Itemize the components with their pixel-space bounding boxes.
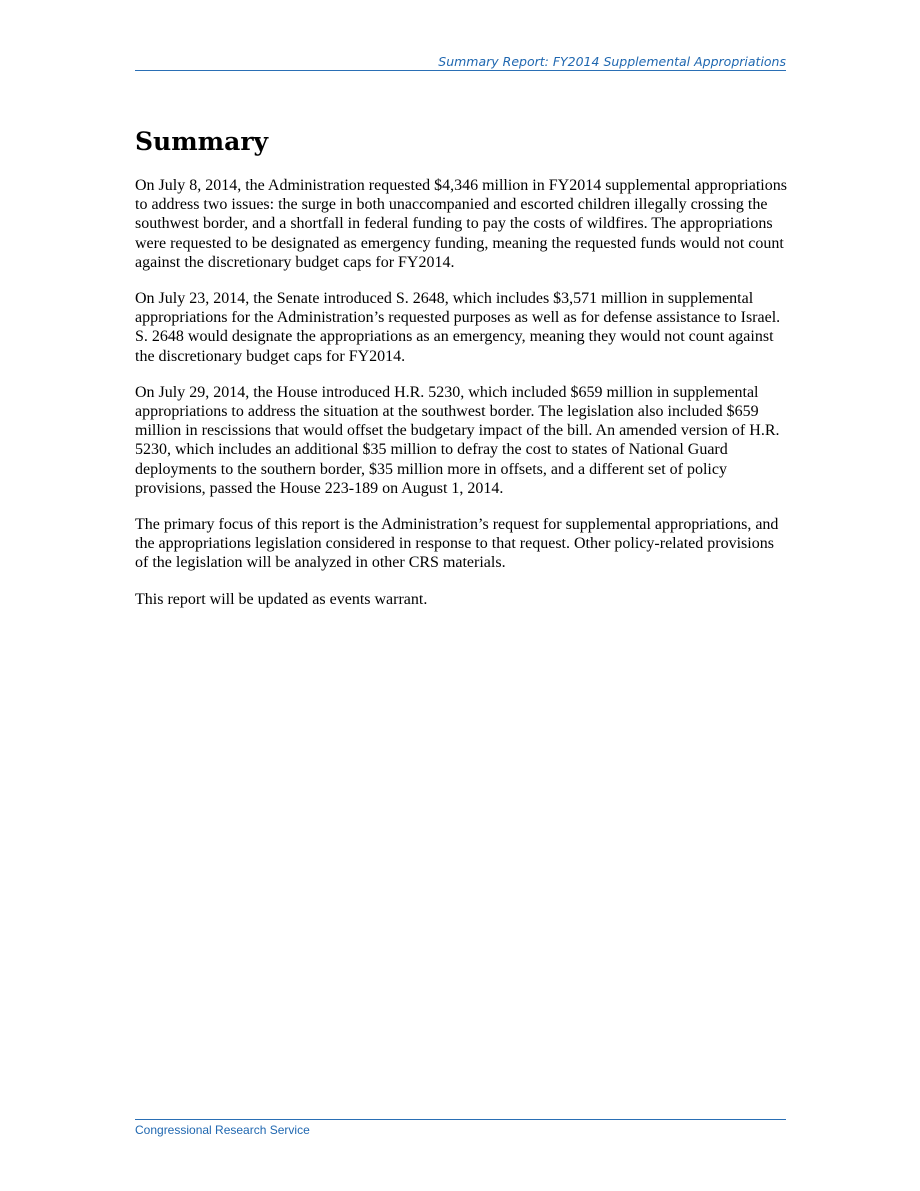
paragraph-senate-bill: On July 23, 2014, the Senate introduced S. 2648, which includes $3,571 million in supplemental appropriations for the Administration’s requested purposes as well as for defense assistance to Israel. S. 2648 would designate the appropriations as an emergency, meaning they would not count against the discretionary budget caps for FY2014.	[135, 290, 781, 365]
paragraph-report-focus: The primary focus of this report is the Administration’s request for supplemental appropriations, and the appropriations legislation considered in response to that request. Other policy-related provisions of the legislation will be analyzed in other CRS materials.	[135, 516, 779, 572]
paragraph-administration-request: On July 8, 2014, the Administration requested $4,346 million in FY2014 supplemental appropriations to address two issues: the surge in both unaccompanied and escorted children illegally crossing the southwest border, and a shortfall in federal funding to pay the costs of wildfires. The appropriations were requested to be designated as emergency funding, meaning the requested funds would not count against the discretionary budget caps for FY2014.	[135, 177, 787, 271]
section-heading: Summary	[135, 127, 269, 156]
page-header	[135, 53, 786, 71]
summary-section	[135, 125, 787, 626]
page-footer	[135, 1119, 786, 1137]
running-title: Summary Report: FY2014 Supplemental Appropriations	[438, 54, 786, 69]
footer-organization: Congressional Research Service	[135, 1123, 310, 1137]
summary-body	[135, 176, 787, 609]
paragraph-house-bill: On July 29, 2014, the House introduced H.R. 5230, which included $659 million in supplemental appropriations to address the situation at the southwest border. The legislation also included $659 million in rescissions that would offset the budgetary impact of the bill. An amended version of H.R. 5230, which includes an additional $35 million to defray the cost to states of National Guard deployments to the southern border, $35 million more in offsets, and a different set of policy provisions, passed the House 223-189 on August 1, 2014.	[135, 383, 780, 497]
paragraph-update-note: This report will be updated as events warrant.	[135, 590, 428, 608]
